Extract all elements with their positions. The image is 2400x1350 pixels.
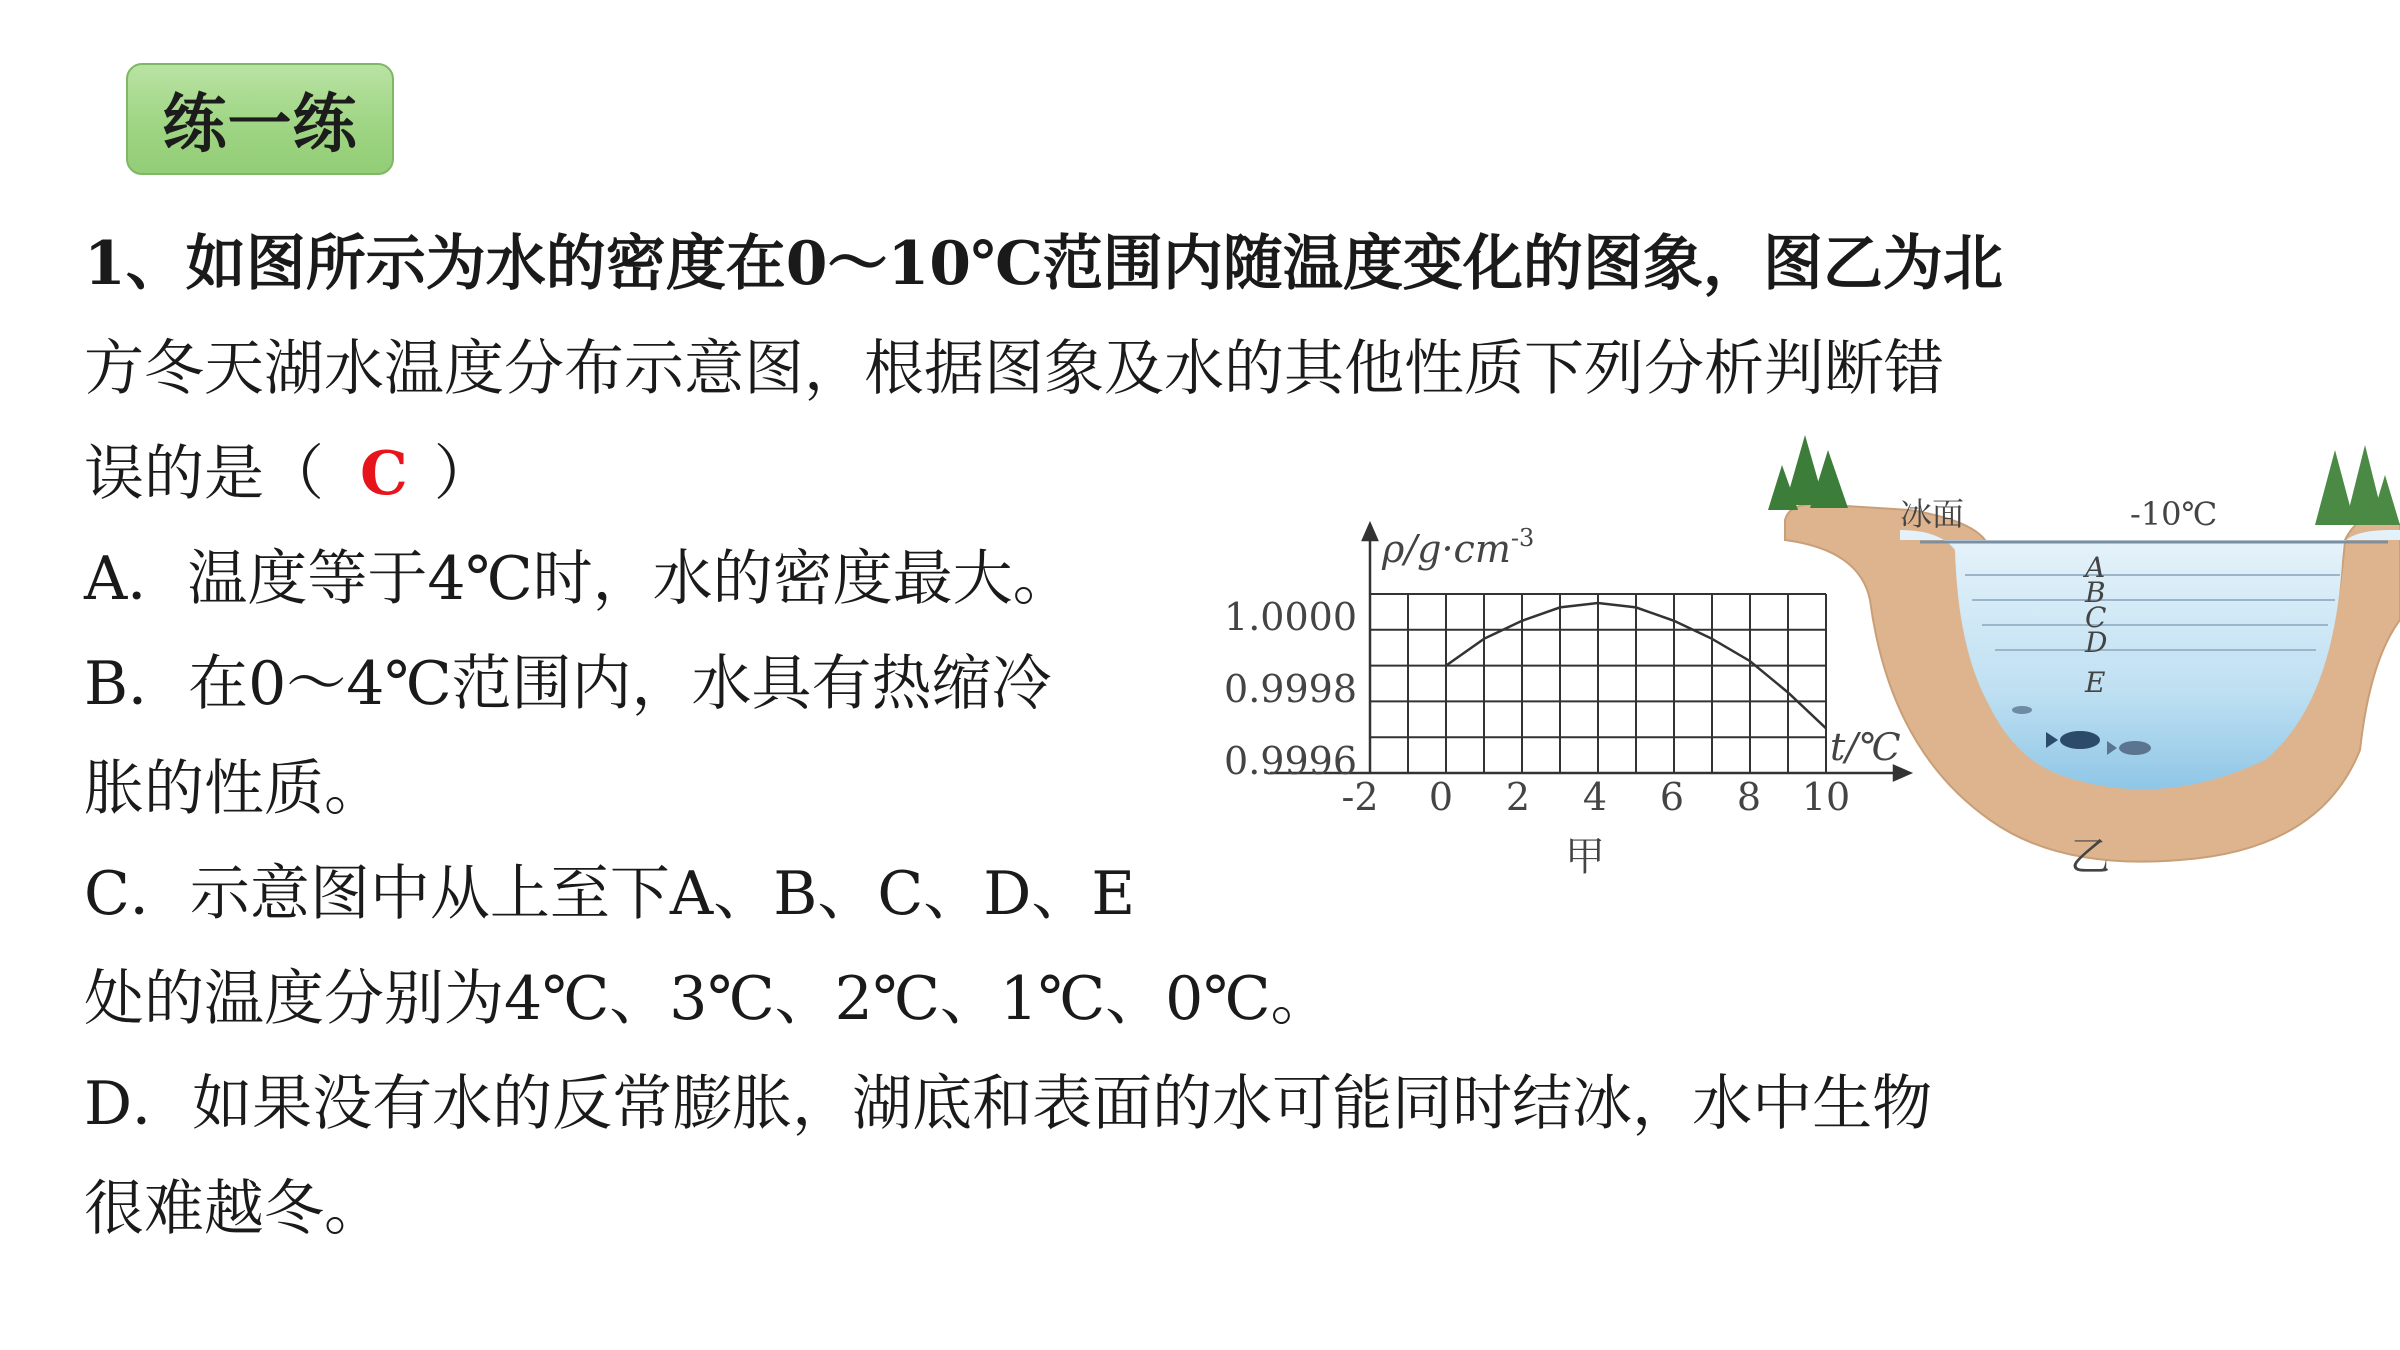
- y-tick-1.0000: 1.0000: [1224, 595, 1357, 639]
- y-axis: [1363, 524, 1377, 773]
- question-line-3-suffix: ）: [433, 439, 494, 509]
- question-line-2: 方冬天湖水温度分布示意图，根据图象及水的其他性质下列分析判断错: [84, 334, 1944, 404]
- option-a: A．温度等于4℃时，水的密度最大。: [84, 544, 1073, 614]
- option-b-line-2: 胀的性质。: [84, 754, 384, 824]
- option-c-line-2: 处的温度分别为4℃、3℃、2℃、1℃、0℃。: [84, 964, 1331, 1034]
- practice-badge: 练一练: [126, 63, 394, 175]
- x-tick-8: 8: [1736, 775, 1762, 819]
- layer-a-label: A: [2085, 551, 2106, 584]
- surface-temperature-label: -10℃: [2130, 495, 2218, 533]
- layer-b-label: B: [2085, 576, 2106, 609]
- option-c-line-1: C．示意图中从上至下A、B、C、D、E: [84, 859, 1136, 929]
- y-axis-label: $\rho/g\cdot cm^{-3}$: [1382, 524, 1535, 571]
- question-line-1: 1、如图所示为水的密度在0～10℃范围内随温度变化的图象，图乙为北: [84, 229, 2003, 299]
- x-tick-0: 0: [1428, 775, 1454, 819]
- x-tick-4: 4: [1582, 775, 1608, 819]
- ice-surface-label: 冰面: [1900, 495, 1965, 533]
- x-tick-2: 2: [1505, 775, 1531, 819]
- question-line-3-prefix: 误的是（: [84, 439, 324, 509]
- answer: C: [360, 439, 408, 509]
- figure-caption-yi: 乙: [2070, 834, 2110, 880]
- y-tick-0.9996: 0.9996: [1224, 739, 1357, 783]
- layer-e-label: E: [2085, 666, 2106, 699]
- x-tick-6: 6: [1659, 775, 1685, 819]
- option-b-line-1: B．在0～4℃范围内，水具有热缩冷: [84, 649, 1052, 719]
- question-line-3: [84, 438, 494, 510]
- chart-grid: [1370, 594, 1826, 773]
- x-tick-10: 10: [1801, 775, 1851, 819]
- option-d-line-1: D．如果没有水的反常膨胀，湖底和表面的水可能同时结冰，水中生物: [84, 1069, 1933, 1139]
- tree-right-icon: [2315, 445, 2400, 525]
- lake-diagram: [1760, 430, 2400, 890]
- layer-c-label: C: [2085, 601, 2107, 634]
- option-d-line-2: 很难越冬。: [84, 1174, 384, 1244]
- x-tick-neg2: -2: [1341, 775, 1379, 819]
- y-tick-0.9998: 0.9998: [1224, 667, 1357, 711]
- x-axis-label: t/℃: [1830, 725, 1901, 769]
- layer-d-label: D: [2085, 626, 2108, 659]
- tree-left-icon: [1768, 435, 1848, 510]
- figure-caption-jia: 甲: [1565, 834, 1605, 880]
